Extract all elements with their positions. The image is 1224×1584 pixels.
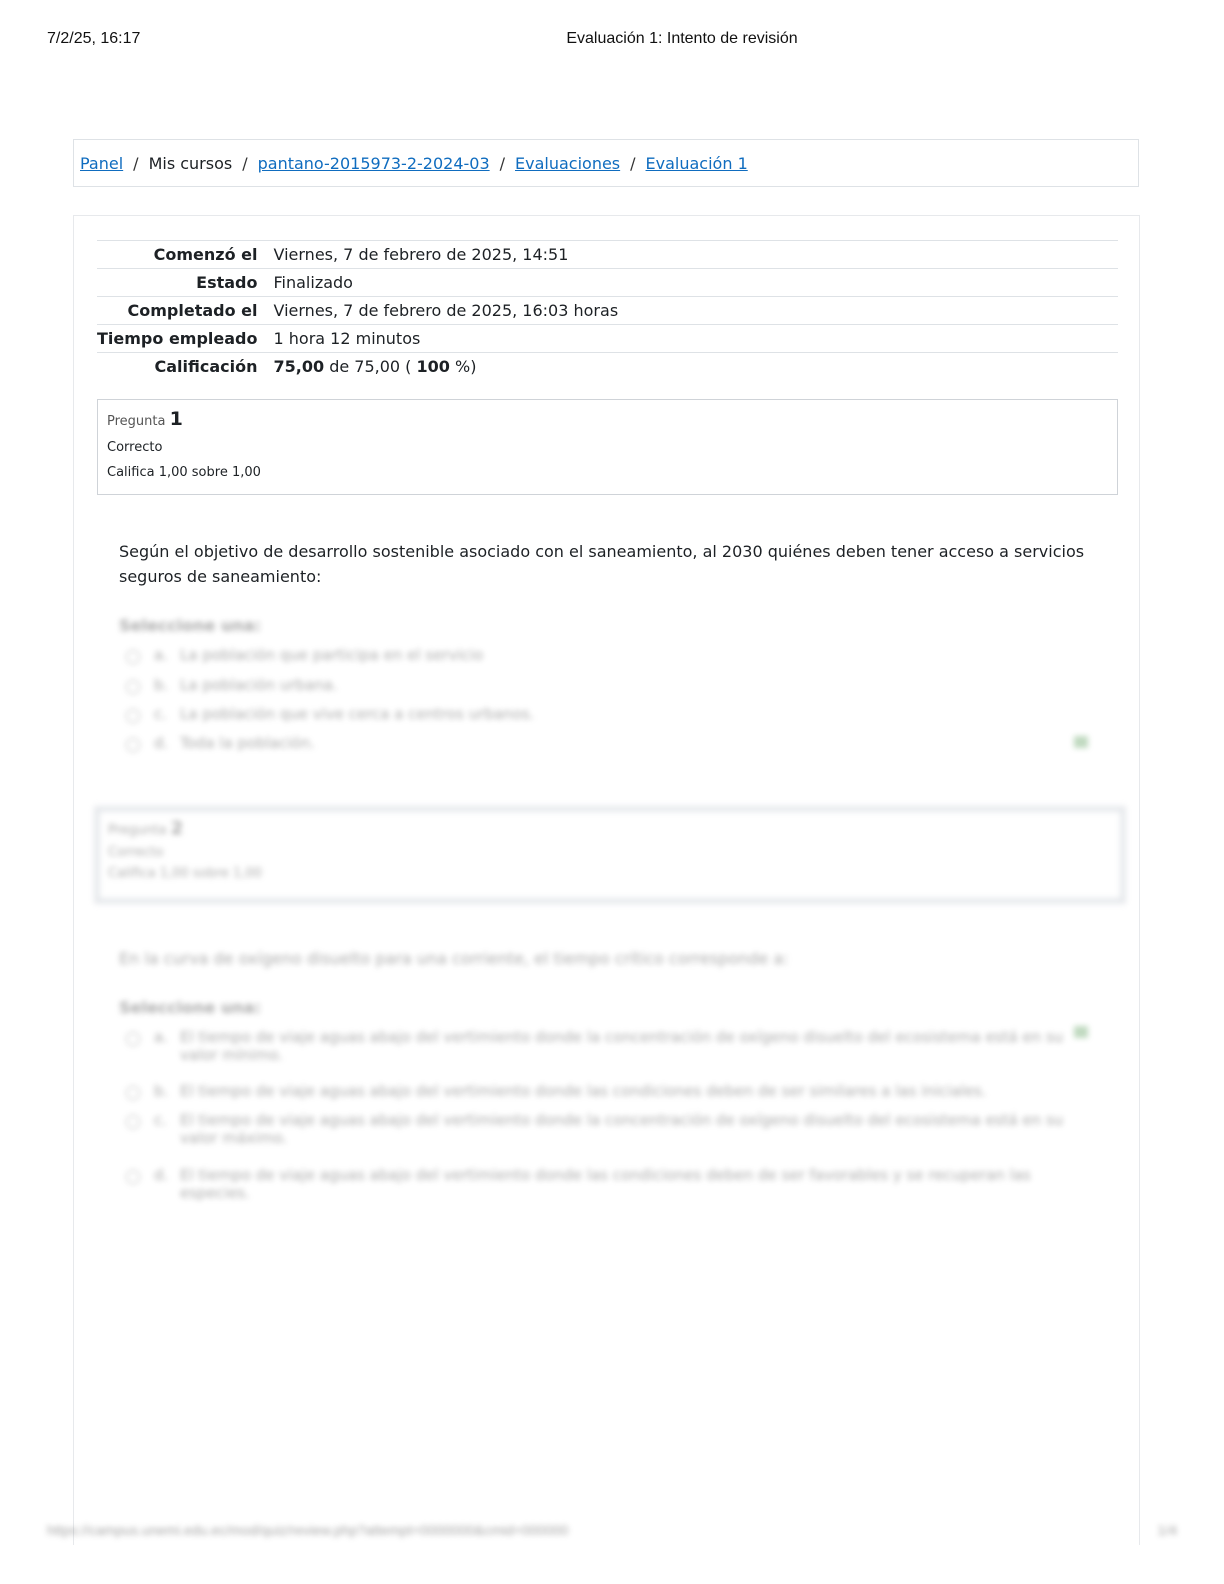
answer-text: La población urbana. <box>180 676 338 694</box>
summary-row-started <box>97 241 1118 269</box>
question-1-info <box>97 399 1118 495</box>
breadcrumb-separator: / <box>630 153 636 173</box>
radio-icon <box>126 1115 140 1129</box>
summary-label: Tiempo empleado <box>97 329 258 348</box>
summary-value: Viernes, 7 de febrero de 2025, 14:51 <box>273 245 569 264</box>
answer-letter: d. <box>154 1166 169 1184</box>
breadcrumb-course-link[interactable]: pantano-2015973-2-2024-03 <box>257 153 490 173</box>
grade-value <box>274 353 1119 381</box>
answer-letter: c. <box>154 1111 168 1129</box>
grade-of: de 75,00 ( <box>329 357 412 377</box>
answer-text: Toda la población. <box>180 734 315 752</box>
question-label: Pregunta <box>108 823 167 838</box>
correct-check-icon <box>1074 736 1088 748</box>
answer-text: El tiempo de viaje aguas abajo del vertimiento donde la concentración de oxígeno disuelto del ecosistema está en su valor mínimo. <box>180 1028 1064 1064</box>
breadcrumb-mis-cursos: Mis cursos <box>148 153 233 173</box>
summary-row-state <box>97 269 1118 297</box>
answers-title: Seleccione una: <box>119 998 261 1017</box>
answer-text: La población que vive cerca a centros urbanos. <box>180 705 535 723</box>
correct-check-icon <box>1074 1026 1088 1038</box>
question-2-text: En la curva de oxígeno disuelto para una corriente, el tiempo crítico corresponde a: <box>119 949 789 968</box>
answer-letter: a. <box>154 1028 168 1046</box>
answer-option[interactable] <box>126 1082 1096 1100</box>
radio-icon <box>126 1086 140 1100</box>
answer-option[interactable] <box>126 705 1096 723</box>
answers-title: Seleccione una: <box>119 616 261 635</box>
question-2-info <box>94 806 1126 904</box>
print-page-number: 1/4 <box>1157 1522 1177 1538</box>
print-footer <box>47 1522 1177 1542</box>
summary-value: Viernes, 7 de febrero de 2025, 16:03 horas <box>273 301 619 320</box>
question-label: Pregunta <box>107 414 166 429</box>
summary-label: Calificación <box>154 357 258 377</box>
summary-label: Completado el <box>127 301 258 320</box>
print-header <box>0 30 1224 50</box>
question-status: Correcto <box>107 440 163 455</box>
breadcrumb-separator: / <box>133 153 139 173</box>
answer-option[interactable] <box>126 734 1096 752</box>
answer-letter: a. <box>154 646 168 664</box>
question-number: 2 <box>170 818 184 839</box>
breadcrumb-evaluaciones-link[interactable]: Evaluaciones <box>515 153 621 173</box>
question-mark: Califica 1,00 sobre 1,00 <box>107 465 261 480</box>
answer-letter: b. <box>154 676 169 694</box>
summary-value: Finalizado <box>273 273 353 292</box>
question-number: 1 <box>169 408 183 430</box>
answer-option[interactable] <box>126 676 1096 694</box>
breadcrumb-evaluacion-link[interactable]: Evaluación 1 <box>645 153 748 173</box>
breadcrumb-separator: / <box>499 153 506 173</box>
radio-icon <box>126 650 140 664</box>
summary-row-grade <box>97 353 1118 381</box>
grade-percent: 100 <box>416 357 450 377</box>
answer-option[interactable] <box>126 646 1096 664</box>
answer-option[interactable] <box>126 1028 1096 1064</box>
summary-label: Comenzó el <box>153 245 258 264</box>
summary-row-time-taken <box>97 325 1118 353</box>
answer-text: El tiempo de viaje aguas abajo del vertimiento donde la concentración de oxígeno disuelto del ecosistema está en su valor máximo. <box>180 1111 1064 1147</box>
grade-suffix: %) <box>455 357 477 377</box>
print-title: Evaluación 1: Intento de revisión <box>566 30 798 47</box>
grade-score: 75,00 <box>273 357 325 377</box>
breadcrumb-panel-link[interactable]: Panel <box>80 153 124 173</box>
answer-option[interactable] <box>126 1111 1096 1147</box>
radio-icon <box>126 1032 140 1046</box>
breadcrumb <box>73 139 1139 187</box>
radio-icon <box>126 680 140 694</box>
answer-letter: c. <box>154 705 168 723</box>
print-url: https://campus.unemi.edu.ec/mod/quiz/review.php?attempt=0000000&cmid=000000 <box>47 1522 569 1538</box>
answer-text: El tiempo de viaje aguas abajo del vertimiento donde las condiciones deben de ser similares a las iniciales. <box>180 1082 987 1100</box>
summary-row-completed <box>97 297 1118 325</box>
radio-icon <box>126 1170 140 1184</box>
radio-icon <box>126 709 140 723</box>
quiz-review-card <box>73 215 1140 1545</box>
answer-letter: b. <box>154 1082 169 1100</box>
question-mark: Califica 1,00 sobre 1,00 <box>108 866 262 881</box>
answer-letter: d. <box>154 734 169 752</box>
print-datetime: 7/2/25, 16:17 <box>47 30 141 47</box>
attempt-summary-table <box>97 240 1118 381</box>
answer-text: La población que participa en el servicio <box>180 646 484 664</box>
radio-icon <box>126 738 140 752</box>
summary-value: 1 hora 12 minutos <box>273 329 421 348</box>
question-status: Correcto <box>108 845 164 860</box>
question-1-text: Según el objetivo de desarrollo sostenible asociado con el saneamiento, al 2030 quiénes deben tener acceso a servicios seguros de saneamiento: <box>119 542 1085 586</box>
answer-text: El tiempo de viaje aguas abajo del vertimiento donde las condiciones deben de ser favorables y se recuperan las especies. <box>180 1166 1031 1202</box>
summary-label: Estado <box>196 273 258 292</box>
breadcrumb-separator: / <box>242 153 248 173</box>
answer-option[interactable] <box>126 1166 1096 1202</box>
